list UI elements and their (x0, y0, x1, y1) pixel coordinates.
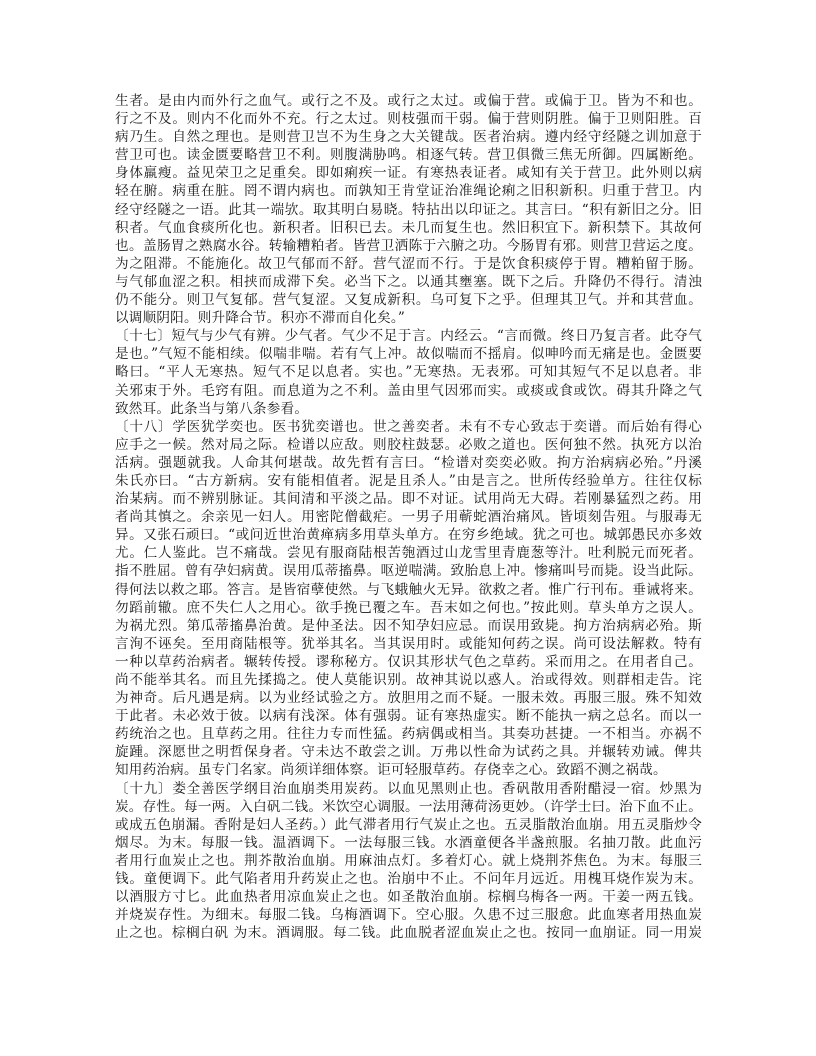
text-line: 为之阻滞。不能施化。故卫气郁而不舒。营气涩而不行。于是饮食积痰停于胃。糟粕留于肠。 (115, 255, 702, 272)
text-line: 病乃生。自然之理也。是则营卫岂不为生身之大关键哉。医者治病。遵内经守经隧之训加意于 (115, 129, 702, 146)
text-line: 身体羸瘦。益见荣卫之足重矣。即如痢疾一证。有寒热表证者。咸知有关于营卫。此外则以病 (115, 165, 702, 182)
text-line: 应手之一候。然对局之际。检谱以应敌。则胶柱鼓瑟。必败之道也。医何独不然。执死方以治 (115, 436, 702, 453)
text-line: 知用药治病。虽专门名家。尚须详细体察。讵可轻服草药。存侥幸之心。致蹈不测之祸哉。 (115, 762, 667, 779)
text-line: 异。又张石顽曰。“或问近世治黄瘅病多用草头单方。在穷乡绝域。犹之可也。城郭愚民亦多效 (115, 527, 702, 544)
text-line: 轻在腑。病重在脏。罔不谓内病也。而孰知王肯堂证治准绳论痢之旧积新积。归重于营卫。内 (115, 183, 702, 200)
text-block (115, 92, 702, 942)
text-line: 也。盖肠胃之熟腐水谷。转输糟粕者。皆营卫洒陈于六腑之功。今肠胃有邪。则营卫营运之度。 (115, 237, 702, 254)
text-line: 为神奇。后凡遇是病。以为业经试验之方。放胆用之而不疑。一服未效。再服三服。殊不知效 (115, 690, 702, 707)
text-line: 致然耳。此条当与第八条参看。 (115, 400, 309, 417)
text-line: 以调顺阴阳。则升降合节。积亦不滞而自化矣。” (115, 310, 406, 327)
text-line: 者尚其慎之。余亲见一妇人。用密陀僧截疟。一男子用蕲蛇酒治痛风。皆顷刻告殂。与服毒无 (115, 509, 702, 526)
text-line: 关邪束于外。毛窍有阻。而息道为之不利。盖由里气因邪而实。或痰或食或饮。碍其升降之气 (115, 382, 702, 399)
text-line: 积者。气血食痰所化也。新积者。旧积已去。未几而复生也。然旧积宜下。新积禁下。其故何 (115, 219, 702, 236)
text-line: 活病。强题就我。人命其何堪哉。故先哲有言曰。“检谱对奕奕必败。拘方治病病必殆。”丹溪 (115, 454, 702, 471)
text-line: 朱氏亦曰。“古方新病。安有能相值者。泥是且杀人。”由是言之。世所传经验单方。往往仅标 (115, 472, 702, 489)
text-line: 〔十九〕娄全善医学纲目治血崩类用炭药。以血见黑则止也。香矾散用香附醋浸一宿。炒黑为 (115, 780, 702, 797)
text-line: 以酒服方寸匕。此血热者用凉血炭止之也。如圣散治血崩。棕榈乌梅各一两。干姜一两五钱。 (115, 889, 702, 906)
text-line: 略曰。“平人无寒热。短气不足以息者。实也。”无寒热。无表邪。可知其短气不足以息者。非 (115, 364, 702, 381)
text-line: 药统治之也。且草药之用。往往力专而性猛。药病偶或相当。其奏功甚捷。一不相当。亦祸不 (115, 726, 702, 743)
text-line: 勿蹈前辙。庶不失仁人之用心。欲手挽已覆之车。吾末如之何也。”按此则。草头单方之误人。 (115, 599, 702, 616)
text-line: 得何法以救之耶。答言。是皆宿孽使然。与飞蛾触火无异。欲救之者。惟广行刊布。垂诫将来。 (115, 581, 702, 598)
text-line: 言洵不诬矣。至用商陆根等。犹举其名。当其误用时。或能知何药之误。尚可设法解救。特有 (115, 635, 702, 652)
text-line: 尤。仁人鉴此。岂不痛哉。尝见有服商陆根苦匏酒过山龙雪里青鹿葱等汁。吐利脱元而死者。 (115, 545, 702, 562)
text-line: 仍不能分。则卫气复郁。营气复涩。又复成新积。乌可复下之乎。但理其卫气。并和其营血。 (115, 292, 702, 309)
text-line: 指不胜屈。曾有孕妇病黄。误用瓜蒂搐鼻。呕逆喘满。致胎息上冲。惨痛叫号而毙。设当此际。 (115, 563, 702, 580)
text-line: 烟尽。为末。每服一钱。温酒调下。一法每服三钱。水酒童便各半盏煎服。名抽刀散。此血污 (115, 834, 702, 851)
text-line: 尚不能举其名。而且先揉捣之。使人莫能识别。故神其说以惑人。治或得效。则群相走告。诧 (115, 672, 702, 688)
text-line: 经守经隧之一语。此其一端欤。取其明白易晓。特拈出以印证之。其言曰。“积有新旧之分。旧 (115, 201, 702, 218)
text-line: 〔十八〕学医犹学奕也。医书犹奕谱也。世之善奕者。未有不专心致志于奕谱。而后始有得心 (115, 418, 702, 435)
text-line: 行之不及。则内不化而外不充。行之太过。则枝强而干弱。偏于营则阴胜。偏于卫则阳胜。百 (115, 111, 702, 128)
text-line: 者用行血炭止之也。荆芥散治血崩。用麻油点灯。多着灯心。就上烧荆芥焦色。为末。每服三 (115, 852, 702, 869)
text-line: 并烧炭存性。为细末。每服二钱。乌梅酒调下。空心服。久患不过三服愈。此血寒者用热血炭 (115, 907, 702, 924)
text-line: 一种以草药治病者。辗转传授。谬称秘方。仅识其形状气色之草药。采而用之。在用者自己。 (115, 653, 702, 670)
text-line: 止之也。棕榈白矾 为末。酒调服。每二钱。此血脱者涩血炭止之也。按同一血崩证。同一用炭 (115, 925, 702, 942)
text-line: 旋踵。深愿世之明哲保身者。守未达不敢尝之训。万弗以性命为试药之具。并辗转劝诫。俾共 (115, 744, 702, 761)
text-line: 治某病。而不辨别脉证。其间清和平淡之品。即不对证。试用尚无大碍。若刚暴猛烈之药。用 (115, 491, 702, 508)
text-line: 〔十七〕短气与少气有辨。少气者。气少不足于言。内经云。“言而微。终日乃复言者。此夺气 (115, 328, 702, 345)
text-line: 生者。是由内而外行之血气。或行之不及。或行之太过。或偏于营。或偏于卫。皆为不和也。 (115, 93, 702, 109)
text-line: 与气郁血涩之积。相挟而成滞下矣。必当下之。以通其壅塞。既下之后。升降仍不得行。清浊 (115, 273, 702, 290)
text-line: 或成五色崩漏。香附是妇人圣药。）此气滞者用行气炭止之也。五灵脂散治血崩。用五灵脂炒令 (115, 816, 702, 833)
text-line: 于此者。未必效于彼。以病有浅深。体有强弱。证有寒热虚实。断不能执一病之总名。而以一 (115, 708, 702, 725)
text-line: 是也。”气短不能相续。似喘非喘。若有气上冲。故似喘而不摇肩。似呻吟而无痛是也。金匮要 (115, 346, 702, 363)
text-line: 钱。童便调下。此气陷者用升药炭止之也。治崩中不止。不问年月远近。用槐耳烧作炭为末。 (115, 871, 702, 888)
text-line: 炭。存性。每一两。入白矾二钱。米饮空心调服。一法用薄荷汤更妙。（许学士曰。治下血不止。 (115, 798, 702, 815)
text-line: 营卫可也。读金匮要略营卫不利。则腹满胁鸣。相逐气转。营卫俱微三焦无所御。四属断绝。 (115, 147, 702, 164)
text-line: 为祸尤烈。第瓜蒂搐鼻治黄。是仲圣法。因不知孕妇应忌。而误用致毙。拘方治病病必殆。斯 (115, 617, 702, 634)
